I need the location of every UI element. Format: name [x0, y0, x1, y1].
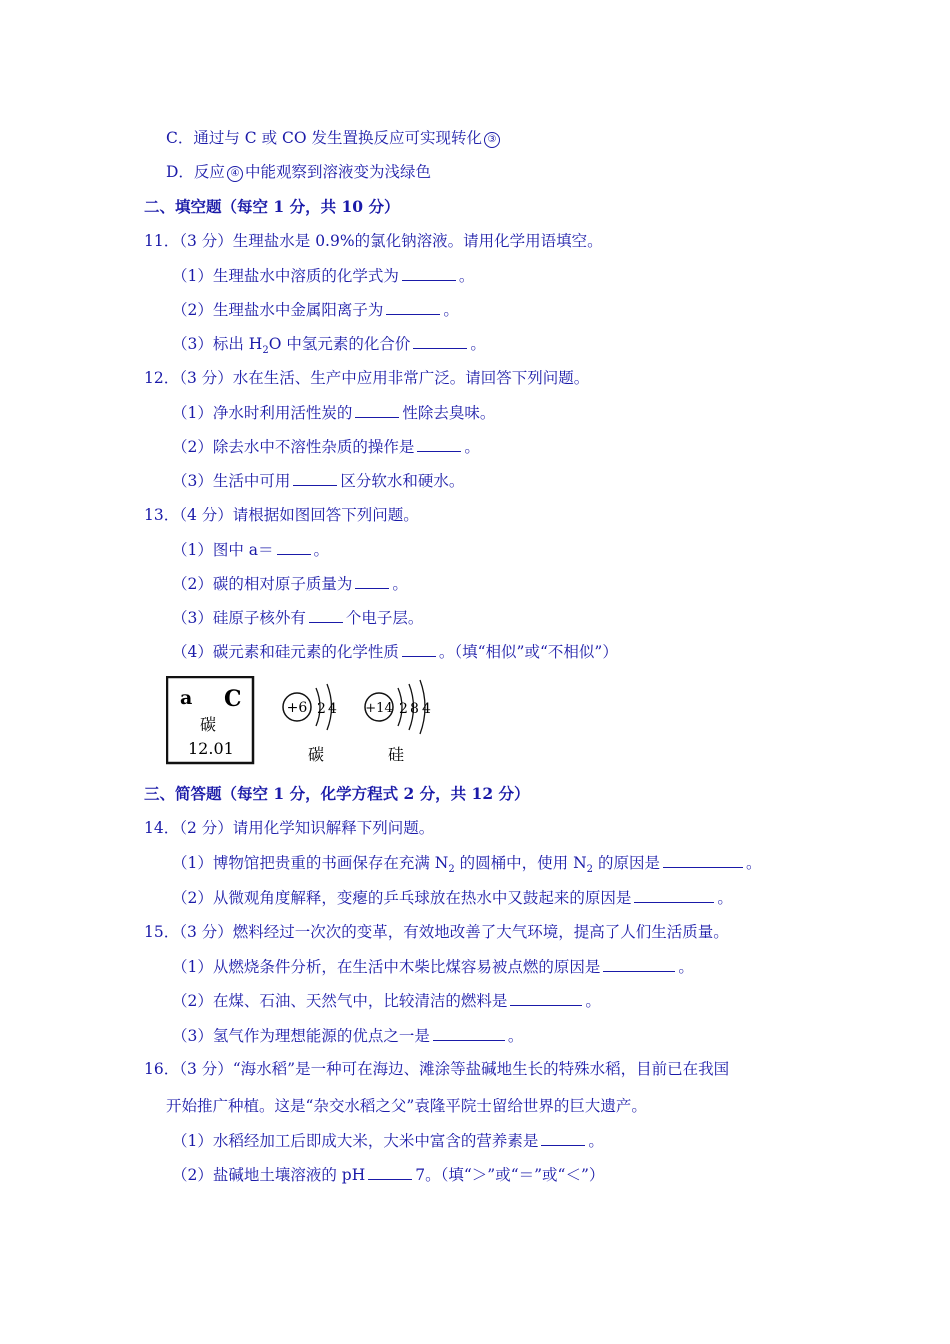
- answer-blank[interactable]: [541, 1130, 585, 1146]
- silicon-nucleus-charge: +14: [365, 701, 393, 716]
- q16-sub1: （1）水稻经加工后即成大米，大米中富含的营养素是 。: [172, 1132, 604, 1150]
- carbon-shell-2: 4: [328, 701, 337, 717]
- q15-stem: 15．（3 分）燃料经过一次次的变革，有效地改善了大气环境，提高了人们生活质量。: [144, 923, 729, 941]
- silicon-label: 硅: [388, 745, 405, 764]
- carbon-shell-1: 2: [317, 701, 326, 717]
- answer-blank[interactable]: [433, 1025, 505, 1041]
- q11-sub3: （3）标出 $H_2O$ 中氢元素的化合价 。: [172, 335, 486, 357]
- section-2-heading: 二、填空题（每空 1 分，共 10 分）: [144, 197, 400, 216]
- element-name: 碳: [200, 715, 217, 734]
- element-figure-svg: [166, 676, 446, 768]
- silicon-shell-2: 8: [410, 701, 419, 717]
- silicon-shell-3: 4: [422, 701, 431, 717]
- q15-sub2: （2）在煤、石油、天然气中，比较清洁的燃料是 。: [172, 992, 601, 1010]
- answer-blank[interactable]: [386, 299, 440, 315]
- q16-sub2: （2）盐碱地土壤溶液的 pH 7。（填“＞”或“＝”或“＜”）: [172, 1166, 605, 1184]
- answer-blank[interactable]: [634, 887, 714, 903]
- answer-blank[interactable]: [603, 956, 675, 972]
- silicon-shell-1: 2: [399, 701, 408, 717]
- q12-sub1: （1）净水时利用活性炭的 性除去臭味。: [172, 404, 496, 422]
- q12-stem: 12．（3 分）水在生活、生产中应用非常广泛。请回答下列问题。: [144, 369, 590, 387]
- answer-blank[interactable]: [355, 402, 399, 418]
- answer-blank[interactable]: [402, 265, 456, 281]
- answer-blank[interactable]: [293, 470, 337, 486]
- circled-number: ④: [227, 166, 243, 182]
- q13-sub2: （2）碳的相对原子质量为 。: [172, 575, 408, 593]
- q12-sub2: （2）除去水中不溶性杂质的操作是 。: [172, 438, 480, 456]
- q15-sub1: （1）从燃烧条件分析，在生活中木柴比煤容易被点燃的原因是 。: [172, 958, 694, 976]
- carbon-nucleus-charge: +6: [286, 700, 308, 716]
- answer-blank[interactable]: [309, 607, 343, 623]
- q13-sub4: （4）碳元素和硅元素的化学性质 。（填“相似”或“不相似”）: [172, 643, 618, 661]
- answer-blank[interactable]: [368, 1164, 412, 1180]
- answer-blank[interactable]: [663, 852, 743, 868]
- atomic-mass: 12.01: [188, 739, 234, 758]
- q14-stem: 14．（2 分）请用化学知识解释下列问题。: [144, 819, 435, 837]
- q14-sub1: （1）博物馆把贵重的书画保存在充满 $N_2$ 的圆桶中，使用 $N_2$ 的原因是 。: [172, 854, 762, 876]
- option-c: C．通过与 C 或 CO 发生置换反应可实现转化 ③: [166, 128, 502, 148]
- answer-blank[interactable]: [277, 539, 311, 555]
- q12-sub3: （3）生活中可用 区分软水和硬水。: [172, 472, 465, 490]
- q13-sub3: （3）硅原子核外有 个电子层。: [172, 609, 424, 627]
- carbon-label: 碳: [308, 745, 325, 764]
- q14-sub2: （2）从微观角度解释，变瘪的乒乓球放在热水中又鼓起来的原因是 。: [172, 889, 733, 907]
- answer-blank[interactable]: [355, 573, 389, 589]
- answer-blank[interactable]: [510, 990, 582, 1006]
- element-symbol: C: [224, 686, 242, 712]
- circled-number: ③: [484, 132, 500, 148]
- answer-blank[interactable]: [417, 436, 461, 452]
- q15-sub3: （3）氢气作为理想能源的优点之一是 。: [172, 1027, 524, 1045]
- q11-sub2: （2）生理盐水中金属阳离子为 。: [172, 301, 459, 319]
- element-figure: [166, 676, 446, 768]
- q11-sub1: （1）生理盐水中溶质的化学式为 。: [172, 267, 475, 285]
- q16-stem-line1: 16．（3 分）“海水稻”是一种可在海边、滩涂等盐碱地生长的特殊水稻，目前已在我国: [144, 1060, 730, 1078]
- q13-stem: 13．（4 分）请根据如图回答下列问题。: [144, 506, 419, 524]
- section-3-heading: 三、简答题（每空 1 分，化学方程式 2 分，共 12 分）: [144, 784, 530, 803]
- q13-sub1: （1）图中 a＝ 。: [172, 541, 330, 559]
- option-d: D．反应 ④ 中能观察到溶液变为浅绿色: [166, 163, 431, 181]
- q16-stem-line2: 开始推广种植。这是“杂交水稻之父”袁隆平院士留给世界的巨大遗产。: [166, 1097, 647, 1115]
- q11-stem: 11．（3 分）生理盐水是 0.9%的氯化钠溶液。请用化学用语填空。: [144, 232, 603, 250]
- atomic-number-label: a: [180, 687, 193, 709]
- answer-blank[interactable]: [402, 641, 436, 657]
- answer-blank[interactable]: [413, 333, 467, 349]
